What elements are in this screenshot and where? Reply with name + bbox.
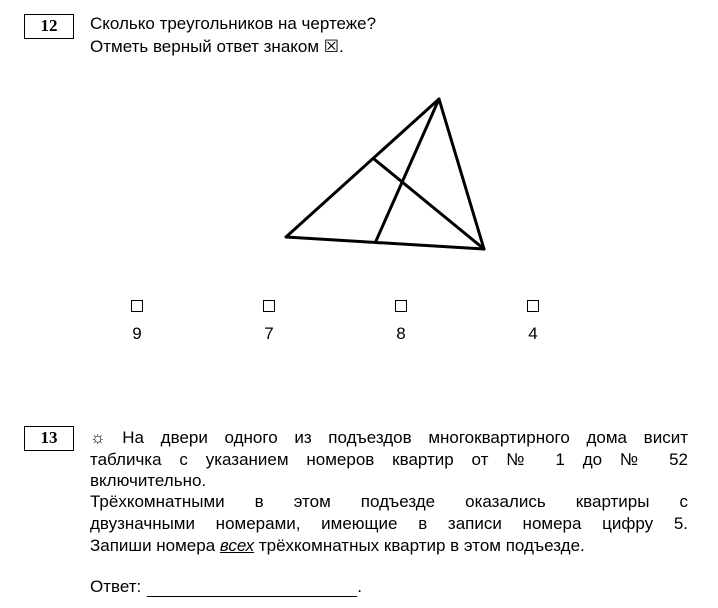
question-13-text-line3: включительно. xyxy=(90,471,207,490)
answer-row xyxy=(90,577,362,597)
answer-label: Ответ: xyxy=(90,577,142,596)
answer-field[interactable] xyxy=(147,580,357,597)
line6-pre: Запиши номера xyxy=(90,536,220,555)
question-12-text-line1: Сколько треугольников на чертеже? xyxy=(90,14,377,33)
question-13-text-line2: табличка с указанием номеров квартир от № 1 до № 52 xyxy=(90,450,688,469)
option-9-checkbox[interactable] xyxy=(131,300,143,312)
question-number-12: 12 xyxy=(24,14,74,39)
option-7[interactable] xyxy=(254,300,284,344)
option-4[interactable] xyxy=(518,300,548,344)
question-13-text-line5: двузначными номерами, имеющие в записи номера цифру 5. xyxy=(90,514,688,533)
option-8[interactable] xyxy=(386,300,416,344)
question-number-13: 13 xyxy=(24,426,74,451)
question-13-text-line1 xyxy=(90,428,688,448)
question-12-text-line2: Отметь верный ответ знаком ☒. xyxy=(90,37,344,56)
option-4-label: 4 xyxy=(528,324,538,343)
option-9-label: 9 xyxy=(132,324,142,343)
option-8-checkbox[interactable] xyxy=(395,300,407,312)
answer-period: . xyxy=(357,577,362,596)
option-4-checkbox[interactable] xyxy=(527,300,539,312)
option-7-label: 7 xyxy=(264,324,274,343)
question-13-line1-text: На двери одного из подъездов многоквартирного дома висит xyxy=(122,428,688,447)
line6-post: трёхкомнатных квартир в этом подъезде. xyxy=(254,536,585,555)
question-13-text-line4: Трёхкомнатными в этом подъезде оказались квартиры с xyxy=(90,492,688,511)
question-13-text-line6 xyxy=(90,536,585,556)
inner-segment-1 xyxy=(374,159,484,249)
option-7-checkbox[interactable] xyxy=(263,300,275,312)
sun-icon: ☼ xyxy=(90,428,106,447)
option-9[interactable] xyxy=(122,300,152,344)
option-8-label: 8 xyxy=(396,324,406,343)
emphasis-all: всех xyxy=(219,536,255,555)
